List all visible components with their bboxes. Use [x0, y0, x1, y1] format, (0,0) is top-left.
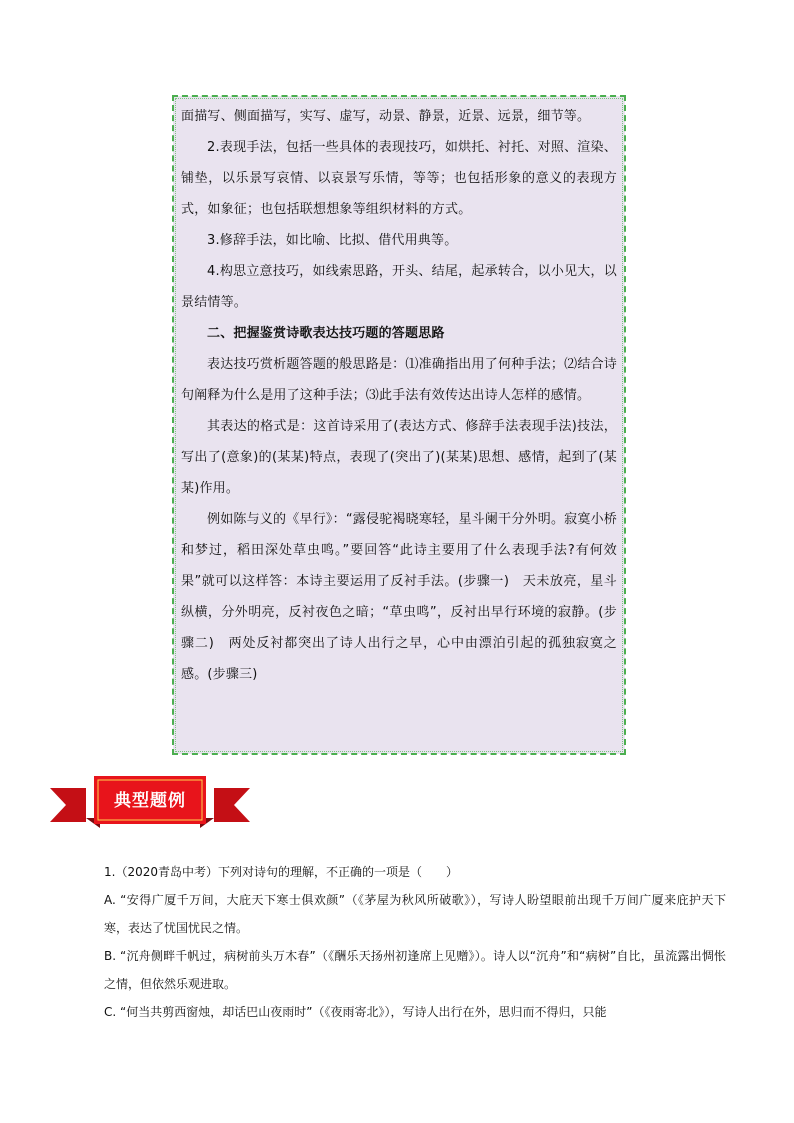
- knowledge-box: [173, 96, 625, 754]
- box-paragraph: 面描写、侧面描写，实写、虚写，动景、静景，近景、远景，细节等。: [181, 109, 591, 124]
- box-paragraph: 表达技巧赏析题答题的般思路是：⑴准确指出用了何种手法；⑵结合诗句阐释为什么是用了这种手法；⑶此手法有效传达出诗人怎样的感情。: [181, 357, 617, 403]
- box-paragraph: 其表达的格式是：这首诗采用了(表达方式、修辞手法表现手法)技法，写出了(意象)的(某某)特点，表现了(突出了)(某某)思想、感情，起到了(某某)作用。: [181, 419, 617, 496]
- box-paragraph: 4.构思立意技巧，如线索思路，开头、结尾，起承转合，以小见大，以景结情等。: [181, 264, 617, 310]
- option-a: A. “安得广厦千万间，大庇天下寒士俱欢颜”（《茅屋为秋风所破歌》），写诗人盼望眼前出现千万间广厦来庇护天下寒，表达了忧国忧民之情。: [104, 893, 726, 935]
- question-stem: 1.（2020青岛中考）下列对诗句的理解，不正确的一项是（ ）: [104, 865, 458, 879]
- option-b: B. “沉舟侧畔千帆过，病树前头万木春”（《酬乐天扬州初逢席上见赠》）。诗人以“沉舟”和“病树”自比，虽流露出惆怅之情，但依然乐观进取。: [104, 949, 726, 991]
- banner-title: 典型题例: [114, 791, 186, 811]
- box-paragraph: 3.修辞手法，如比喻、比拟、借代用典等。: [207, 233, 458, 248]
- box-paragraph: 2.表现手法，包括一些具体的表现技巧，如烘托、衬托、对照、渲染、铺垫，以乐景写哀情、以哀景写乐情，等等；也包括形象的意义的表现方式，如象征；也包括联想想象等组织材料的方式。: [181, 140, 617, 217]
- box-paragraph: 例如陈与义的《早行》：“露侵驼褐晓寒轻，星斗阑干分外明。寂寞小桥和梦过，稻田深处草虫鸣。”要回答“此诗主要用了什么表现手法?有何效果”就可以这样答：本诗主要运用了反衬手法。(步骤一) 天未放亮，星斗纵横，分外明亮，反衬夜色之暗；“草虫鸣”，反衬出早行环境的寂静。(步骤二) 两处反衬都突出了诗人出行之早，心中由漂泊引起的孤独寂寞之感。(步骤三): [181, 512, 617, 682]
- section-banner: [50, 770, 250, 832]
- option-c: C. “何当共剪西窗烛，却话巴山夜雨时”（《夜雨寄北》），写诗人出行在外，思归而不得归，只能: [104, 1005, 607, 1019]
- section-heading: 二、把握鉴赏诗歌表达技巧题的答题思路: [207, 326, 445, 341]
- question-list: [104, 858, 726, 1026]
